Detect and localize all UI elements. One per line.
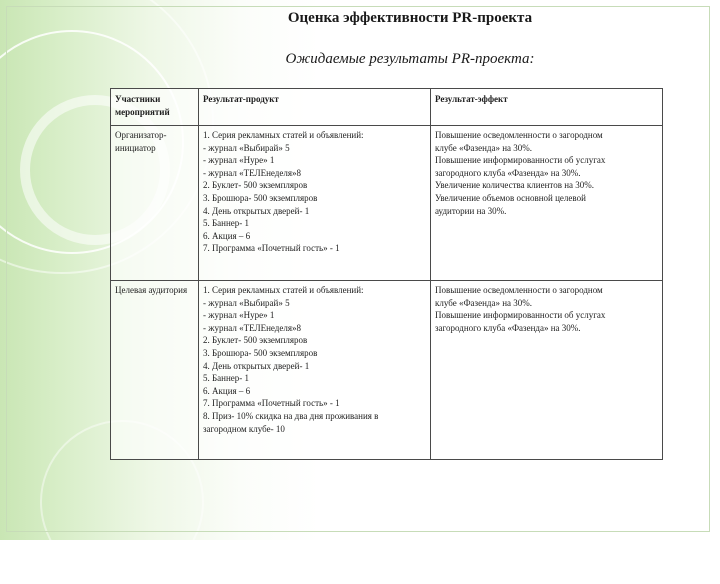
cell-line: 6. Акция – 6 [203, 230, 251, 241]
cell-line: Увеличение количества клиентов на 30%. [435, 180, 595, 191]
cell-line: 1. Серия рекламных статей и объявлений: [203, 285, 364, 295]
cell-product [199, 281, 431, 460]
cell-line: 6. Акция – 6 [203, 385, 251, 396]
cell-line: Повышение информированности об услугах [435, 310, 606, 321]
cell-line: 1. Серия рекламных статей и объявлений: [203, 130, 364, 140]
cell-line: клубе «Фазенда» на 30%. [435, 142, 533, 153]
cell-effect [431, 281, 663, 460]
cell-line: аудитории на 30%. [435, 205, 507, 216]
cell-line: загородном клубе- 10 [203, 423, 285, 434]
cell-line: 3. Брошюра- 500 экземпляров [203, 192, 318, 203]
header-product: Результат-продукт [199, 89, 431, 126]
cell-line: 5. Баннер- 1 [203, 218, 250, 229]
cell-line: 7. Программа «Почетный гость» - 1 [203, 398, 340, 409]
cell-line: - журнал «ТЕЛЕнеделя»8 [203, 167, 301, 178]
cell-line: Повышение осведомленности о загородном [435, 130, 603, 140]
cell-line: Увеличение объемов основной целевой [435, 192, 586, 203]
slide-subtitle: Ожидаемые результаты PR-проекта: [285, 51, 535, 67]
cell-line: - журнал «Нуре» 1 [203, 155, 275, 166]
cell-line: загородного клуба «Фазенда» на 30%. [435, 322, 581, 333]
header-effect: Результат-эффект [431, 89, 663, 126]
cell-line: 7. Программа «Почетный гость» - 1 [203, 243, 340, 254]
cell-line: - журнал «Выбирай» 5 [203, 142, 290, 153]
cell-line: 3. Брошюра- 500 экземпляров [203, 347, 318, 358]
cell-line: - журнал «Нуре» 1 [203, 310, 275, 321]
cell-product [199, 126, 431, 281]
cell-line: Повышение осведомленности о загородном [435, 285, 603, 295]
table-row [111, 281, 663, 460]
cell-line: 2. Буклет- 500 экземпляров [203, 335, 308, 346]
cell-line: 8. Приз- 10% скидка на два дня проживания в [203, 410, 379, 421]
cell-participant: Целевая аудитория [111, 281, 199, 460]
cell-line: - журнал «ТЕЛЕнеделя»8 [203, 322, 301, 333]
cell-line: 4. День открытых дверей- 1 [203, 205, 310, 216]
cell-line: клубе «Фазенда» на 30%. [435, 297, 533, 308]
table-row [111, 126, 663, 281]
header-participants: Участники мероприятий [111, 89, 199, 126]
cell-participant: Организатор-инициатор [111, 126, 199, 281]
table-header-row [111, 89, 663, 126]
cell-line: Повышение информированности об услугах [435, 155, 606, 166]
cell-line: 4. День открытых дверей- 1 [203, 360, 310, 371]
cell-effect [431, 126, 663, 281]
cell-line: - журнал «Выбирай» 5 [203, 297, 290, 308]
cell-line: 5. Баннер- 1 [203, 373, 250, 384]
cell-line: 2. Буклет- 500 экземпляров [203, 180, 308, 191]
cell-line: загородного клуба «Фазенда» на 30%. [435, 167, 581, 178]
slide-title: Оценка эффективности PR-проекта [287, 10, 533, 26]
results-table [110, 88, 663, 460]
